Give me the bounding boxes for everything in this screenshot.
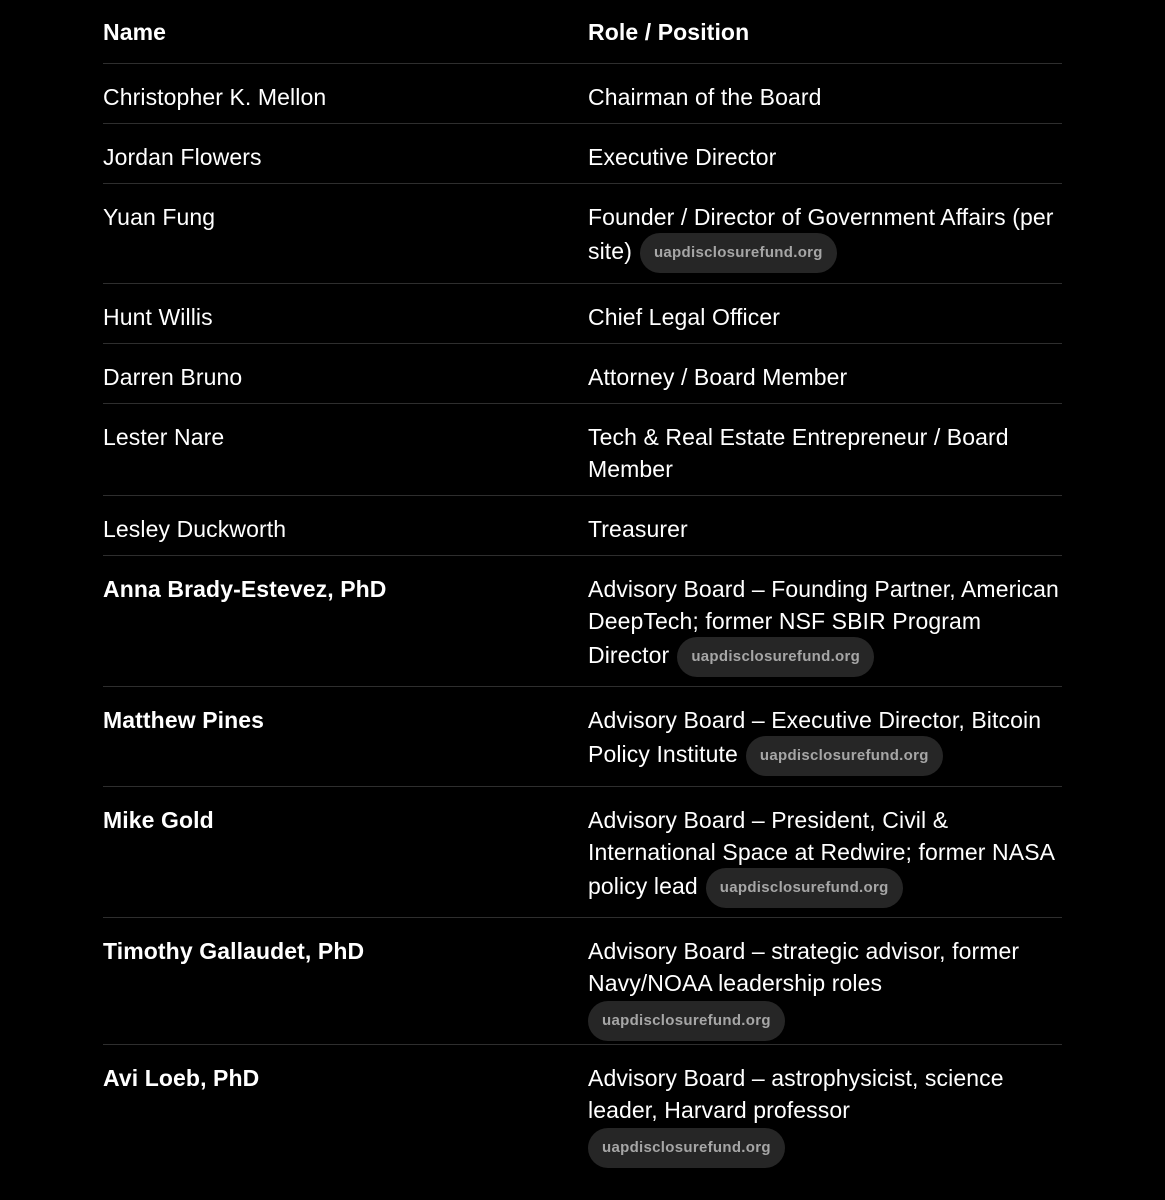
- table-row: [103, 1045, 1062, 1185]
- person-name: Lesley Duckworth: [103, 516, 287, 542]
- person-role: [588, 1045, 1062, 1185]
- person-role: [588, 404, 1062, 495]
- person-role: [588, 556, 1062, 686]
- person-name: Darren Bruno: [103, 364, 243, 390]
- person-name: Jordan Flowers: [103, 144, 262, 170]
- role-text: Attorney / Board Member: [588, 364, 848, 390]
- citation-chip[interactable]: uapdisclosurefund.org: [706, 868, 903, 908]
- table-row: [103, 184, 1062, 284]
- role-text: Founder / Director of Government Affairs (per site): [588, 204, 1054, 264]
- person-name: Anna Brady-Estevez, PhD: [103, 576, 387, 602]
- table-row: [103, 556, 1062, 687]
- role-text: Chief Legal Officer: [588, 304, 780, 330]
- person-name: Yuan Fung: [103, 204, 216, 230]
- person-name: Christopher K. Mellon: [103, 84, 327, 110]
- role-text: Advisory Board – Founding Partner, American DeepTech; former NSF SBIR Program Director: [588, 576, 1059, 668]
- leadership-table: [103, 0, 1062, 1185]
- person-name: Mike Gold: [103, 807, 214, 833]
- role-text: Advisory Board – President, Civil & International Space at Redwire; former NASA policy lead: [588, 807, 1054, 899]
- column-header-name: Name: [103, 19, 167, 45]
- role-text: Advisory Board – Executive Director, Bitcoin Policy Institute: [588, 707, 1042, 767]
- column-header-role: Role / Position: [588, 19, 750, 45]
- person-role: [588, 184, 1062, 283]
- person-role: [588, 284, 1062, 343]
- role-text: Tech & Real Estate Entrepreneur / Board Member: [588, 424, 1009, 482]
- table-row: [103, 64, 1062, 124]
- citation-chip[interactable]: uapdisclosurefund.org: [588, 1001, 785, 1041]
- role-text: Advisory Board – strategic advisor, former Navy/NOAA leadership roles: [588, 938, 1020, 996]
- role-text: Executive Director: [588, 144, 777, 170]
- table-row: [103, 344, 1062, 404]
- person-role: [588, 687, 1062, 786]
- person-role: [588, 64, 1062, 123]
- role-text: Advisory Board – astrophysicist, science leader, Harvard professor: [588, 1065, 1004, 1123]
- table-header-row: [103, 0, 1062, 64]
- table-row: [103, 404, 1062, 496]
- person-role: [588, 496, 1062, 555]
- person-name: Lester Nare: [103, 424, 225, 450]
- table-row: [103, 918, 1062, 1045]
- person-name: Timothy Gallaudet, PhD: [103, 938, 365, 964]
- role-text: Chairman of the Board: [588, 84, 822, 110]
- table-row: [103, 284, 1062, 344]
- table-row: [103, 496, 1062, 556]
- person-role: [588, 918, 1062, 1044]
- person-role: [588, 124, 1062, 183]
- citation-chip[interactable]: uapdisclosurefund.org: [746, 736, 943, 776]
- citation-chip[interactable]: uapdisclosurefund.org: [640, 233, 837, 273]
- citation-chip[interactable]: uapdisclosurefund.org: [677, 637, 874, 677]
- person-name: Matthew Pines: [103, 707, 265, 733]
- person-role: [588, 344, 1062, 403]
- person-name: Avi Loeb, PhD: [103, 1065, 260, 1091]
- person-name: Hunt Willis: [103, 304, 213, 330]
- citation-chip[interactable]: uapdisclosurefund.org: [588, 1128, 785, 1168]
- role-text: Treasurer: [588, 516, 688, 542]
- table-row: [103, 687, 1062, 787]
- table-row: [103, 124, 1062, 184]
- person-role: [588, 787, 1062, 917]
- table-row: [103, 787, 1062, 918]
